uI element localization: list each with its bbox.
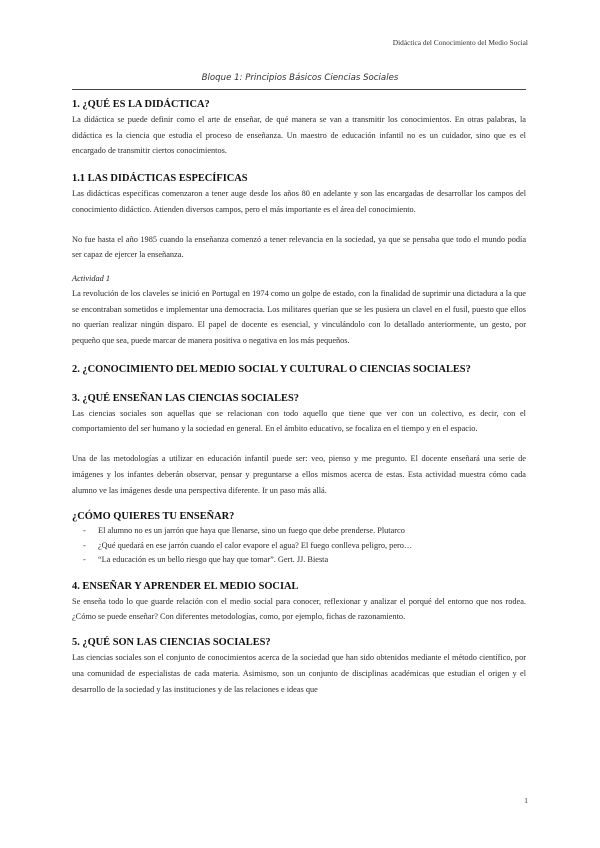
list-item: - El alumno no es un jarrón que haya que llenarse, sino un fuego que debe prenderse. Plutarco: [83, 526, 405, 536]
title-divider: [72, 89, 526, 90]
section-1-1-paragraph-3: La revolución de los claveles se inició en Portugal en 1974 como un golpe de estado, con la finalidad de suprimir una dictadura a la que se encontraban sometidos e implementar una democracia. Los militares querían que se les pusiera un clavel en el fusil, puesto que ellos no querían realizar ningún disparo. El papel de docente es esencial, y vinculándolo con lo detallado anteriormente, un gesto, por pequeño que sea, puede marcar de manera positiva o negativa en los más pequeños.: [72, 288, 526, 346]
section-heading-1-1: 1.1 LAS DIDÁCTICAS ESPECÍFICAS: [72, 173, 248, 185]
section-1-paragraph: La didáctica se puede definir como el arte de enseñar, de qué manera se van a transmitir los conocimientos. En otras palabras, la didáctica es la ciencia que estudia el proceso de enseñanza. Un maestro de educación infantil no es un cuidador, sino que es el encargado de transmitir ciertos conocimientos.: [72, 115, 526, 156]
section-heading-3: 3. ¿QUÉ ENSEÑAN LAS CIENCIAS SOCIALES?: [72, 392, 299, 404]
section-1-1-paragraph-1: Las didácticas específicas comenzaron a tener auge desde los años 80 en adelante y son las encargadas de desarrollar los campos del conocimiento didáctico. Atienden diversos campos, pero el más importante es el área del conocimiento.: [72, 189, 526, 214]
running-header: Didáctica del Conocimiento del Medio Social: [392, 38, 528, 47]
section-4-paragraph: Se enseña todo lo que guarde relación con el medio social para conocer, reflexionar y analizar el porqué del entorno que nos rodea. ¿Cómo se puede enseñar? Con diferentes metodologías, como, por ejemplo, fichas de razonamiento.: [72, 596, 526, 622]
page-number: 1: [524, 796, 528, 805]
section-heading-2: 2. ¿CONOCIMIENTO DEL MEDIO SOCIAL Y CULTURAL O CIENCIAS SOCIALES?: [72, 363, 471, 375]
section-heading-5: 5. ¿QUÉ SON LAS CIENCIAS SOCIALES?: [72, 637, 271, 649]
quote-list: [72, 524, 526, 568]
section-3-paragraph-1: Las ciencias sociales son aquellas que se relacionan con todo aquello que tiene que ver con un colectivo, es decir, con el comportamiento del ser humano y la sociedad en general. En el ámbito educativo, se focaliza en el tiempo y en el espacio.: [72, 408, 526, 434]
activity-label: Actividad 1: [72, 273, 111, 283]
section-heading-teach: ¿CÓMO QUIERES TU ENSEÑAR?: [72, 511, 235, 523]
list-item: - “La educación es un bello riesgo que hay que tomar”. Gert. JJ. Biesta: [83, 555, 329, 565]
document-body: [72, 98, 526, 697]
section-3-paragraph-2: Una de las metodologías a utilizar en educación infantil puede ser: veo, pienso y me pregunto. El docente enseñará una serie de imágenes y los infantes deberán observar, pensar y preguntarse a ellos mismos acerca de estas. Esta actividad muestra cómo cada alumno ve las imágenes desde una perspectiva diferente. Ir un paso más allá.: [72, 454, 526, 495]
list-item-text: El alumno no es un jarrón que haya que llenarse, sino un fuego que debe prenderse. Plutarco: [98, 526, 405, 536]
section-5-paragraph: Las ciencias sociales son el conjunto de conocimientos acerca de la sociedad que han sido obtenidos mediante el método científico, por una comunidad de especialistas de cada materia. Asimismo, son un conjunto de disciplinas académicas que estudian el origen y el desarrollo de la sociedad y las instituciones y de las relaciones e ideas que: [72, 653, 526, 694]
block-title: Bloque 1: Principios Básicos Ciencias Sociales: [201, 73, 399, 83]
section-1-1-paragraph-2: No fue hasta el año 1985 cuando la enseñanza comenzó a tener relevancia en la sociedad, ya que se pensaba que todo el mundo podía ser capaz de ejercer la enseñanza.: [72, 234, 526, 260]
list-item: - ¿Qué quedará en ese jarrón cuando el calor evapore el agua? El fuego conlleva peligro, pero…: [83, 540, 413, 550]
list-item-text: ¿Qué quedará en ese jarrón cuando el calor evapore el agua? El fuego conlleva peligro, pero…: [98, 540, 413, 550]
list-item-text: “La educación es un bello riesgo que hay que tomar”. Gert. JJ. Biesta: [98, 555, 329, 565]
section-heading-1: 1. ¿QUÉ ES LA DIDÁCTICA?: [72, 99, 210, 110]
section-heading-4: 4. ENSEÑAR Y APRENDER EL MEDIO SOCIAL: [72, 580, 299, 592]
